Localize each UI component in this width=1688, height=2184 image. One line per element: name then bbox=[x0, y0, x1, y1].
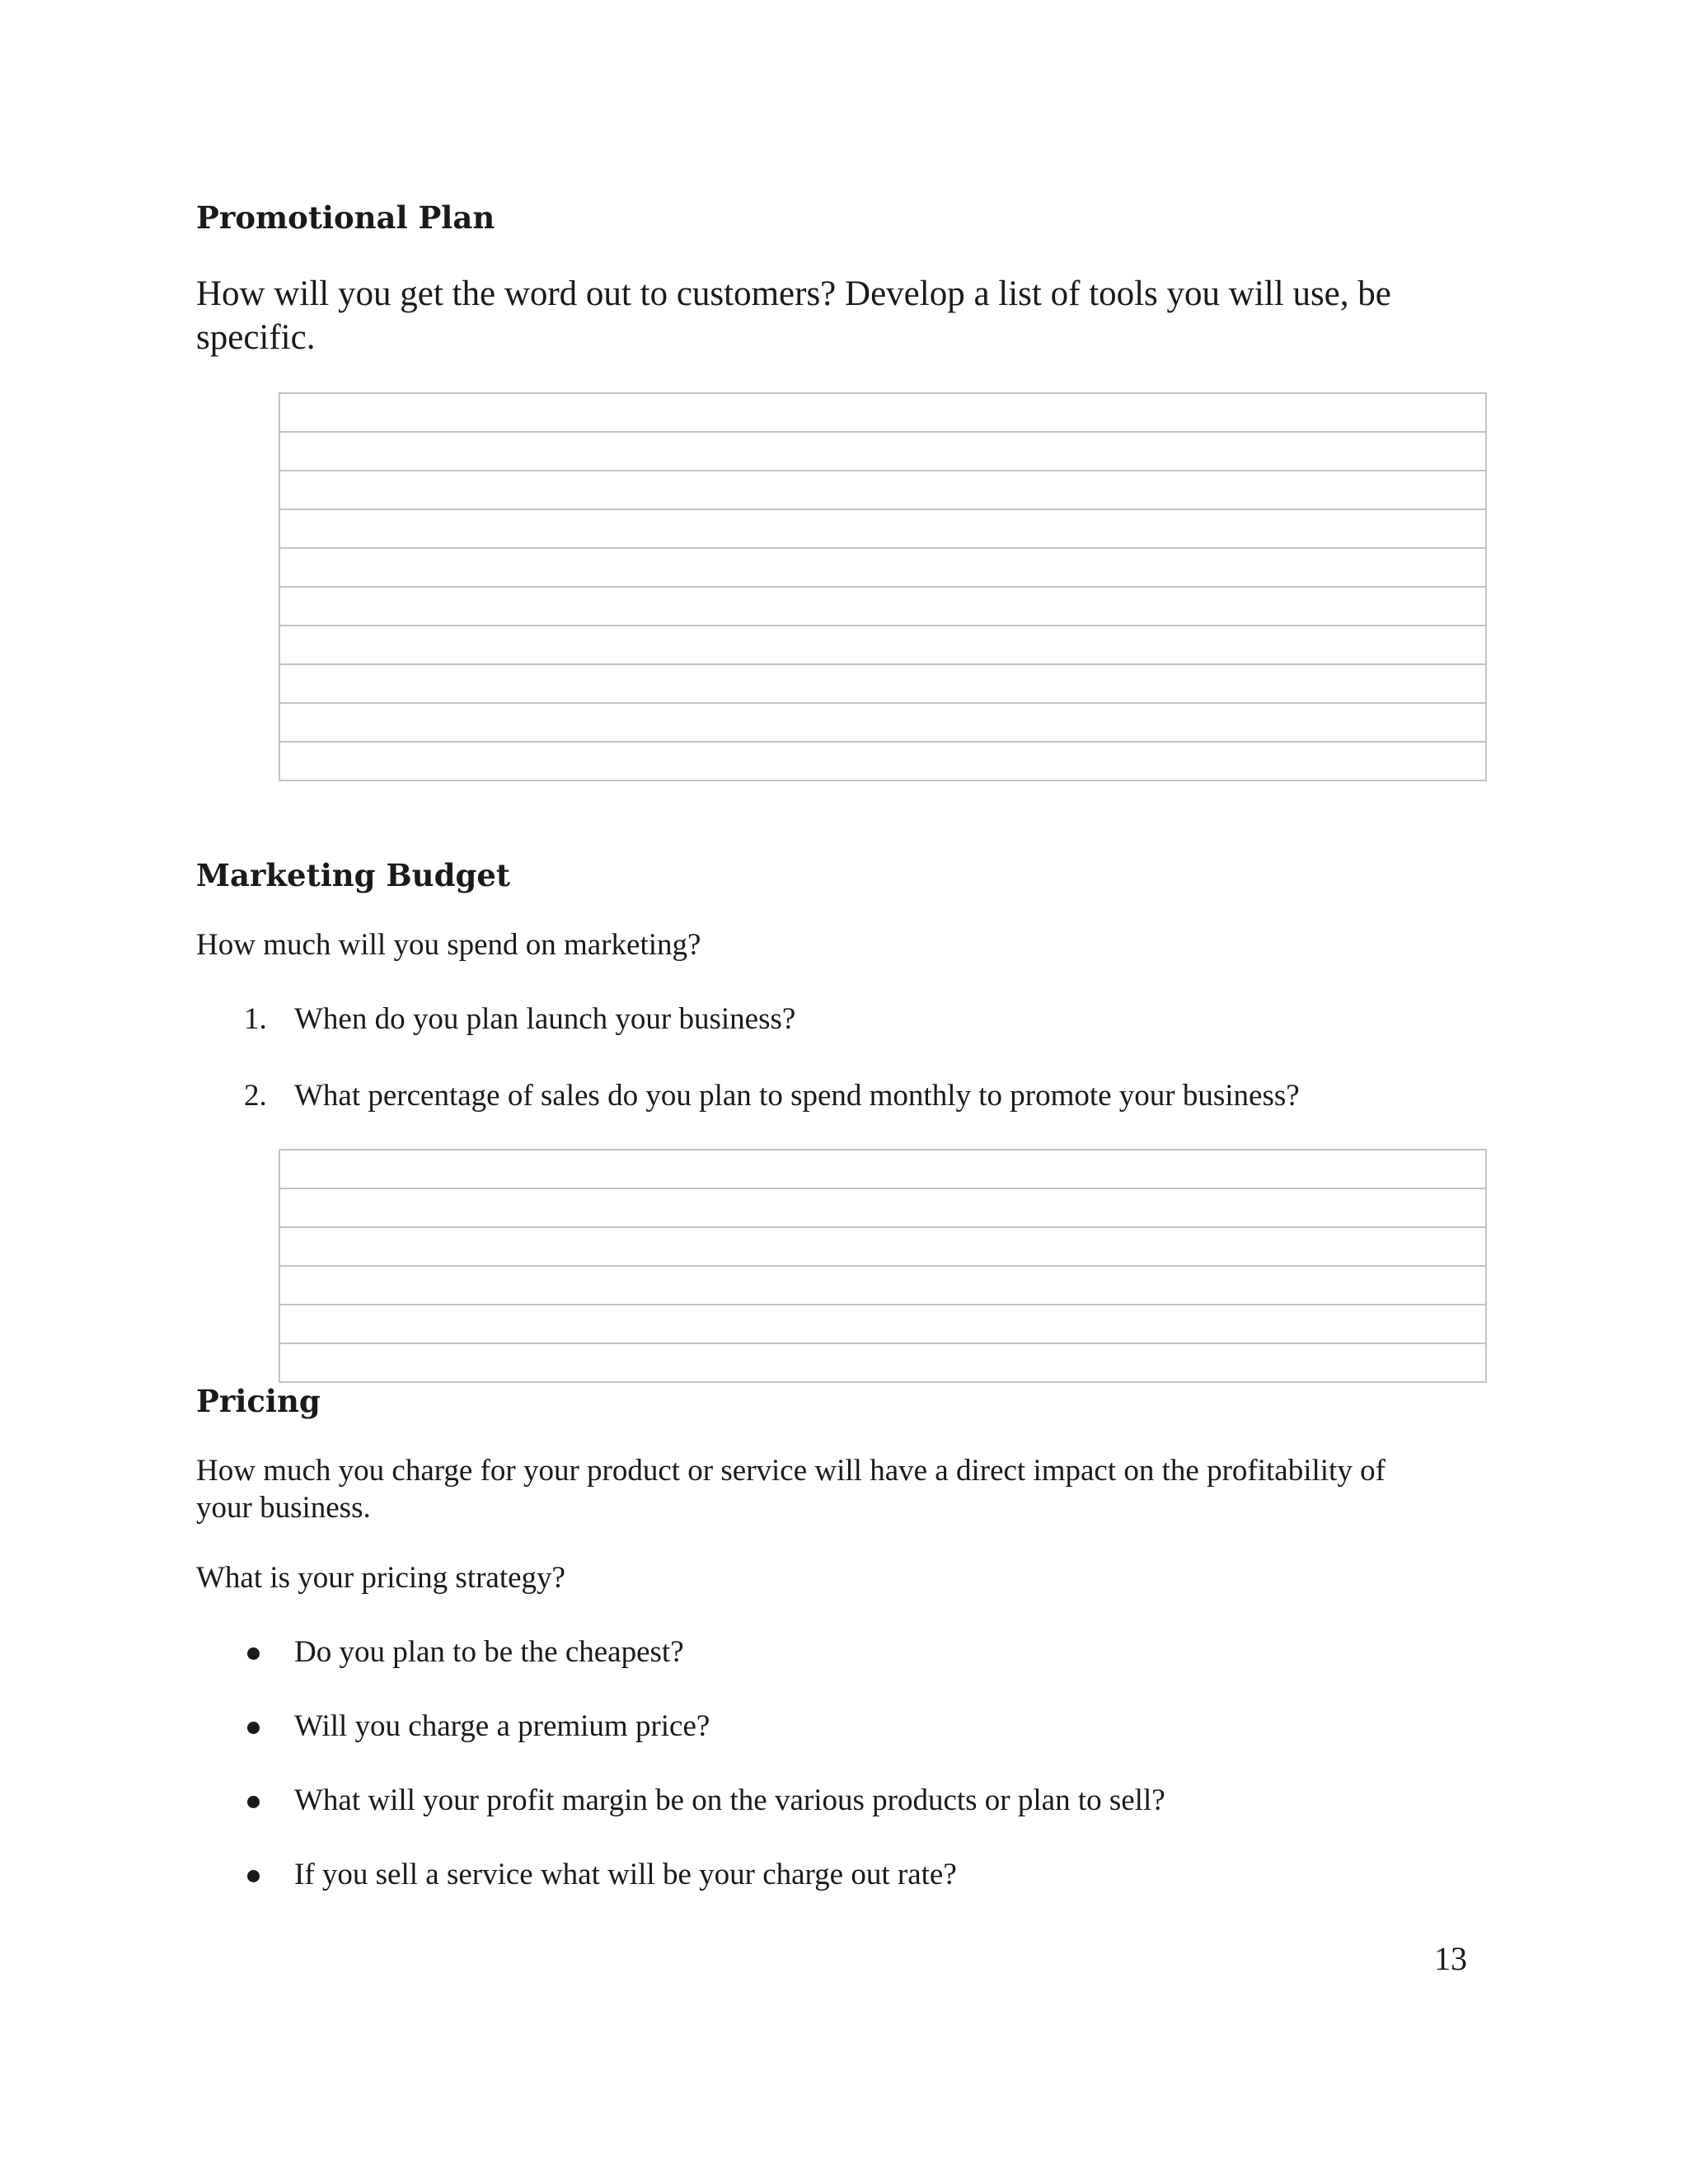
list-item: When do you plan launch your business? bbox=[294, 1002, 796, 1036]
marketing-budget-question: How much will you spend on marketing? bbox=[196, 928, 701, 962]
answer-line[interactable] bbox=[280, 663, 1485, 702]
pricing-heading: Pricing bbox=[196, 1383, 321, 1419]
bullet-item: If you sell a service what will be your charge out rate? bbox=[294, 1858, 957, 1891]
pricing-intro-line2: your business. bbox=[196, 1491, 371, 1525]
promotional-plan-question-line1: How will you get the word out to customers? Develop a list of tools you will use, be bbox=[196, 274, 1391, 313]
list-item: What percentage of sales do you plan to spend monthly to promote your business? bbox=[294, 1079, 1300, 1113]
list-item-marker: 1. bbox=[244, 1002, 267, 1036]
answer-line[interactable] bbox=[280, 741, 1485, 780]
answer-line[interactable] bbox=[280, 509, 1485, 547]
bullet-icon bbox=[247, 1870, 260, 1882]
list-item-marker: 2. bbox=[244, 1079, 267, 1113]
answer-line[interactable] bbox=[280, 1343, 1485, 1381]
answer-line[interactable] bbox=[280, 1304, 1485, 1343]
answer-line[interactable] bbox=[280, 1151, 1485, 1188]
answer-line[interactable] bbox=[280, 625, 1485, 663]
answer-line[interactable] bbox=[280, 470, 1485, 509]
marketing-budget-answer-lines[interactable] bbox=[279, 1149, 1487, 1383]
bullet-icon bbox=[247, 1796, 260, 1808]
answer-line[interactable] bbox=[280, 547, 1485, 586]
marketing-budget-heading: Marketing Budget bbox=[196, 857, 510, 893]
page-number: 13 bbox=[1434, 1940, 1467, 1977]
promotional-plan-answer-lines[interactable] bbox=[279, 392, 1487, 781]
bullet-icon bbox=[247, 1647, 260, 1660]
pricing-intro-line1: How much you charge for your product or service will have a direct impact on the profitability of bbox=[196, 1454, 1386, 1488]
bullet-item: What will your profit margin be on the various products or plan to sell? bbox=[294, 1783, 1165, 1817]
bullet-icon bbox=[247, 1722, 260, 1734]
answer-line[interactable] bbox=[280, 1188, 1485, 1226]
bullet-item: Do you plan to be the cheapest? bbox=[294, 1635, 684, 1669]
answer-line[interactable] bbox=[280, 702, 1485, 741]
answer-line[interactable] bbox=[280, 431, 1485, 470]
answer-line[interactable] bbox=[280, 586, 1485, 625]
promotional-plan-question-line2: specific. bbox=[196, 318, 316, 357]
answer-line[interactable] bbox=[280, 1265, 1485, 1304]
answer-line[interactable] bbox=[280, 1226, 1485, 1265]
bullet-item: Will you charge a premium price? bbox=[294, 1709, 710, 1743]
promotional-plan-heading: Promotional Plan bbox=[196, 199, 495, 236]
answer-line[interactable] bbox=[280, 394, 1485, 431]
pricing-question: What is your pricing strategy? bbox=[196, 1561, 565, 1595]
